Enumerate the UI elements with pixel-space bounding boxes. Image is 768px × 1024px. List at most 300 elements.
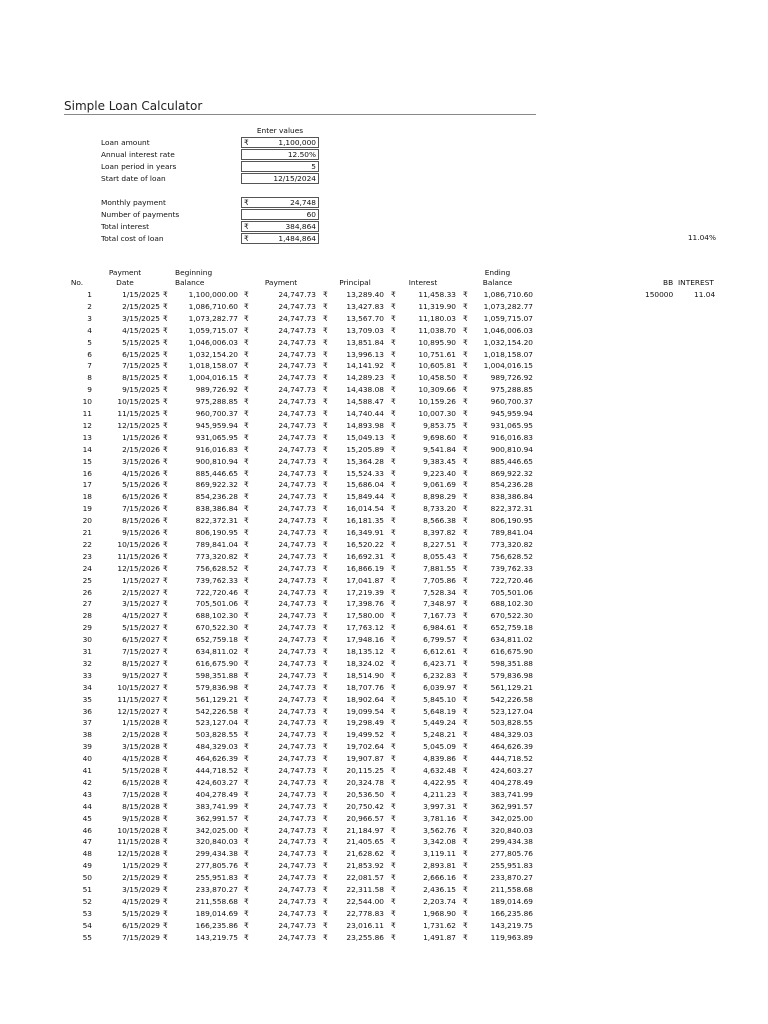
ending-balance: 1,004,016.15 bbox=[483, 361, 533, 371]
ending-balance: 1,086,710.60 bbox=[483, 290, 533, 299]
currency-symbol: ₹ bbox=[244, 361, 249, 371]
interest-amount: 6,423.71 bbox=[423, 658, 456, 668]
currency-symbol: ₹ bbox=[323, 623, 328, 633]
bb-value: 150000 bbox=[645, 290, 674, 299]
monthly-payment-box bbox=[241, 197, 319, 208]
payment-amount: 24,747.73 bbox=[278, 468, 316, 478]
table-row bbox=[0, 372, 768, 384]
ending-balance: 119,963.89 bbox=[490, 932, 533, 942]
row-number: 46 bbox=[82, 825, 92, 835]
currency-symbol: ₹ bbox=[244, 492, 249, 502]
ending-balance: 299,434.38 bbox=[490, 837, 533, 847]
principal-amount: 14,438.08 bbox=[346, 385, 384, 395]
currency-symbol: ₹ bbox=[463, 313, 468, 323]
row-number: 13 bbox=[82, 432, 92, 442]
principal-amount: 19,499.52 bbox=[346, 730, 384, 740]
currency-symbol: ₹ bbox=[163, 611, 168, 621]
principal-amount: 20,966.57 bbox=[346, 813, 384, 823]
principal-amount: 17,948.16 bbox=[346, 635, 384, 645]
principal-amount: 16,520.22 bbox=[346, 539, 384, 549]
ending-balance: 383,741.99 bbox=[490, 789, 533, 799]
currency-symbol: ₹ bbox=[323, 432, 328, 442]
interest-amount: 6,799.57 bbox=[423, 635, 456, 645]
payment-amount: 24,747.73 bbox=[278, 528, 316, 537]
interest-amount: 1,968.90 bbox=[423, 908, 456, 918]
total-cost-value: 1,484,864 bbox=[278, 234, 316, 243]
currency-symbol: ₹ bbox=[244, 234, 249, 243]
beginning-balance: 277,805.76 bbox=[195, 861, 238, 871]
beginning-balance: 885,446.65 bbox=[195, 468, 238, 478]
currency-symbol: ₹ bbox=[163, 587, 168, 597]
interest-rate-label: Annual interest rate bbox=[101, 150, 175, 159]
currency-symbol: ₹ bbox=[163, 849, 168, 859]
currency-symbol: ₹ bbox=[244, 563, 249, 573]
currency-symbol: ₹ bbox=[163, 373, 168, 383]
currency-symbol: ₹ bbox=[391, 932, 396, 942]
currency-symbol: ₹ bbox=[323, 837, 328, 847]
row-number: 53 bbox=[82, 908, 92, 918]
row-number: 44 bbox=[82, 801, 92, 811]
ending-balance: 869,922.32 bbox=[490, 468, 533, 478]
payment-amount: 24,747.73 bbox=[278, 397, 316, 407]
currency-symbol: ₹ bbox=[323, 563, 328, 573]
payment-amount: 24,747.73 bbox=[278, 313, 316, 323]
currency-symbol: ₹ bbox=[391, 444, 396, 454]
beginning-balance: 670,522.30 bbox=[195, 623, 238, 633]
currency-symbol: ₹ bbox=[244, 896, 249, 906]
interest-rate-value: 12.50% bbox=[287, 150, 316, 159]
principal-amount: 15,364.28 bbox=[346, 456, 384, 466]
table-row bbox=[0, 420, 768, 432]
currency-symbol: ₹ bbox=[163, 397, 168, 407]
currency-symbol: ₹ bbox=[163, 932, 168, 942]
payment-amount: 24,747.73 bbox=[278, 920, 316, 930]
currency-symbol: ₹ bbox=[163, 920, 168, 930]
currency-symbol: ₹ bbox=[323, 385, 328, 395]
currency-symbol: ₹ bbox=[244, 373, 249, 383]
currency-symbol: ₹ bbox=[244, 504, 249, 514]
beginning-balance: 523,127.04 bbox=[195, 718, 238, 728]
loan-period-label: Loan period in years bbox=[101, 162, 177, 171]
currency-symbol: ₹ bbox=[463, 813, 468, 823]
ending-balance: 688,102.30 bbox=[490, 599, 533, 609]
row-number: 28 bbox=[82, 611, 92, 621]
ending-balance: 756,628.52 bbox=[490, 551, 533, 561]
table-row bbox=[0, 325, 768, 337]
currency-symbol: ₹ bbox=[391, 361, 396, 371]
currency-symbol: ₹ bbox=[244, 551, 249, 561]
beginning-balance: 1,086,710.60 bbox=[188, 301, 238, 311]
currency-symbol: ₹ bbox=[244, 420, 249, 430]
beginning-balance: 989,726.92 bbox=[195, 385, 238, 395]
row-number: 9 bbox=[87, 385, 92, 395]
table-row bbox=[0, 646, 768, 658]
header-beginning-balance: Beginning Balance bbox=[175, 268, 213, 287]
table-row bbox=[0, 765, 768, 777]
page-title: Simple Loan Calculator bbox=[64, 99, 203, 113]
payment-date: 11/15/2027 bbox=[117, 694, 160, 704]
currency-symbol: ₹ bbox=[244, 456, 249, 466]
currency-symbol: ₹ bbox=[163, 504, 168, 514]
currency-symbol: ₹ bbox=[244, 873, 249, 883]
payment-date: 9/15/2025 bbox=[122, 385, 160, 395]
currency-symbol: ₹ bbox=[391, 468, 396, 478]
row-number: 24 bbox=[82, 563, 92, 573]
payment-date: 2/15/2025 bbox=[122, 301, 160, 311]
currency-symbol: ₹ bbox=[163, 516, 168, 526]
payment-date: 3/15/2027 bbox=[122, 599, 160, 609]
currency-symbol: ₹ bbox=[163, 658, 168, 668]
ending-balance: 542,226.58 bbox=[490, 694, 533, 704]
currency-symbol: ₹ bbox=[163, 706, 168, 716]
currency-symbol: ₹ bbox=[323, 599, 328, 609]
currency-symbol: ₹ bbox=[163, 528, 168, 537]
table-row bbox=[0, 860, 768, 872]
currency-symbol: ₹ bbox=[323, 397, 328, 407]
currency-symbol: ₹ bbox=[391, 706, 396, 716]
currency-symbol: ₹ bbox=[244, 908, 249, 918]
payment-amount: 24,747.73 bbox=[278, 563, 316, 573]
ending-balance: 945,959.94 bbox=[490, 409, 533, 418]
currency-symbol: ₹ bbox=[244, 349, 249, 359]
principal-amount: 19,907.87 bbox=[346, 754, 384, 764]
ending-balance: 561,129.21 bbox=[490, 682, 533, 692]
currency-symbol: ₹ bbox=[163, 468, 168, 478]
payment-amount: 24,747.73 bbox=[278, 801, 316, 811]
table-row bbox=[0, 349, 768, 361]
currency-symbol: ₹ bbox=[323, 658, 328, 668]
principal-amount: 20,115.25 bbox=[346, 766, 384, 775]
beginning-balance: 945,959.94 bbox=[195, 420, 238, 430]
table-row bbox=[0, 539, 768, 551]
payment-date: 9/15/2028 bbox=[122, 813, 160, 823]
currency-symbol: ₹ bbox=[244, 611, 249, 621]
loan-amount-label: Loan amount bbox=[101, 138, 150, 147]
payment-amount: 24,747.73 bbox=[278, 551, 316, 561]
table-row bbox=[0, 408, 768, 420]
interest-amount: 2,436.15 bbox=[423, 885, 456, 894]
number-of-payments-box bbox=[241, 209, 319, 220]
currency-symbol: ₹ bbox=[463, 873, 468, 883]
beginning-balance: 166,235.86 bbox=[195, 920, 238, 930]
beginning-balance: 1,046,006.03 bbox=[188, 337, 238, 347]
currency-symbol: ₹ bbox=[163, 563, 168, 573]
currency-symbol: ₹ bbox=[244, 575, 249, 585]
interest-amount: 10,309.66 bbox=[418, 385, 456, 395]
interest-amount: 3,119.11 bbox=[423, 849, 456, 859]
interest-amount: 4,211.23 bbox=[423, 789, 456, 799]
header-interest: Interest bbox=[408, 278, 438, 287]
currency-symbol: ₹ bbox=[244, 409, 249, 418]
currency-symbol: ₹ bbox=[244, 301, 249, 311]
row-number: 2 bbox=[87, 301, 92, 311]
row-number: 36 bbox=[82, 706, 92, 716]
currency-symbol: ₹ bbox=[391, 718, 396, 728]
payment-amount: 24,747.73 bbox=[278, 432, 316, 442]
payment-amount: 24,747.73 bbox=[278, 575, 316, 585]
payment-amount: 24,747.73 bbox=[278, 623, 316, 633]
interest-rate-field[interactable] bbox=[241, 149, 319, 160]
currency-symbol: ₹ bbox=[463, 849, 468, 859]
payment-amount: 24,747.73 bbox=[278, 825, 316, 835]
beginning-balance: 1,032,154.20 bbox=[188, 349, 238, 359]
beginning-balance: 822,372.31 bbox=[195, 516, 238, 526]
currency-symbol: ₹ bbox=[163, 635, 168, 645]
principal-amount: 14,893.98 bbox=[346, 420, 384, 430]
beginning-balance: 900,810.94 bbox=[195, 456, 238, 466]
beginning-balance: 579,836.98 bbox=[195, 682, 238, 692]
interest-amount: 6,612.61 bbox=[423, 647, 456, 656]
beginning-balance: 705,501.06 bbox=[195, 599, 238, 609]
payment-date: 5/15/2029 bbox=[122, 908, 160, 918]
interest-amount: 9,541.84 bbox=[423, 444, 456, 454]
row-number: 51 bbox=[82, 885, 92, 894]
ending-balance: 277,805.76 bbox=[490, 849, 533, 859]
row-number: 45 bbox=[82, 813, 92, 823]
row-number: 39 bbox=[82, 742, 92, 752]
ending-balance: 579,836.98 bbox=[490, 670, 533, 680]
row-number: 38 bbox=[82, 730, 92, 740]
currency-symbol: ₹ bbox=[323, 694, 328, 704]
currency-symbol: ₹ bbox=[323, 325, 328, 335]
currency-symbol: ₹ bbox=[244, 920, 249, 930]
principal-amount: 22,544.00 bbox=[346, 896, 384, 906]
loan-period-value: 5 bbox=[311, 162, 316, 171]
ending-balance: 652,759.18 bbox=[490, 623, 533, 633]
payment-date: 12/15/2027 bbox=[117, 706, 160, 716]
currency-symbol: ₹ bbox=[463, 373, 468, 383]
beginning-balance: 1,100,000.00 bbox=[188, 290, 238, 299]
payment-date: 3/15/2025 bbox=[122, 313, 160, 323]
interest-value: 11.04 bbox=[694, 290, 716, 299]
beginning-balance: 255,951.83 bbox=[195, 873, 238, 883]
row-number: 17 bbox=[82, 480, 92, 490]
currency-symbol: ₹ bbox=[244, 138, 249, 147]
currency-symbol: ₹ bbox=[244, 480, 249, 490]
interest-amount: 10,458.50 bbox=[418, 373, 456, 383]
start-date-label: Start date of loan bbox=[101, 174, 166, 183]
table-row bbox=[0, 741, 768, 753]
payment-amount: 24,747.73 bbox=[278, 658, 316, 668]
table-row bbox=[0, 932, 768, 944]
currency-symbol: ₹ bbox=[163, 801, 168, 811]
beginning-balance: 960,700.37 bbox=[195, 409, 238, 418]
table-row bbox=[0, 670, 768, 682]
table-row bbox=[0, 456, 768, 468]
loan-amount-field[interactable] bbox=[241, 137, 319, 148]
currency-symbol: ₹ bbox=[323, 528, 328, 537]
payment-amount: 24,747.73 bbox=[278, 290, 316, 299]
table-row bbox=[0, 563, 768, 575]
currency-symbol: ₹ bbox=[244, 635, 249, 645]
principal-amount: 21,628.62 bbox=[346, 849, 384, 859]
currency-symbol: ₹ bbox=[463, 504, 468, 514]
row-number: 5 bbox=[87, 337, 92, 347]
currency-symbol: ₹ bbox=[463, 539, 468, 549]
payment-date: 6/15/2027 bbox=[122, 635, 160, 645]
table-row bbox=[0, 634, 768, 646]
currency-symbol: ₹ bbox=[323, 301, 328, 311]
monthly-payment-value: 24,748 bbox=[290, 198, 316, 207]
interest-amount: 8,055.43 bbox=[423, 551, 456, 561]
currency-symbol: ₹ bbox=[323, 849, 328, 859]
currency-symbol: ₹ bbox=[463, 885, 468, 894]
currency-symbol: ₹ bbox=[163, 742, 168, 752]
payment-date: 11/15/2025 bbox=[117, 409, 160, 418]
payment-amount: 24,747.73 bbox=[278, 444, 316, 454]
currency-symbol: ₹ bbox=[323, 754, 328, 764]
ending-balance: 739,762.33 bbox=[490, 563, 533, 573]
interest-amount: 7,167.73 bbox=[423, 611, 456, 621]
payment-date: 2/15/2027 bbox=[122, 587, 160, 597]
ending-balance: 616,675.90 bbox=[490, 647, 533, 656]
currency-symbol: ₹ bbox=[163, 385, 168, 395]
currency-symbol: ₹ bbox=[323, 777, 328, 787]
currency-symbol: ₹ bbox=[244, 290, 249, 299]
currency-symbol: ₹ bbox=[391, 647, 396, 656]
principal-amount: 14,740.44 bbox=[346, 409, 384, 418]
table-row bbox=[0, 289, 768, 301]
beginning-balance: 444,718.52 bbox=[195, 766, 238, 775]
currency-symbol: ₹ bbox=[463, 480, 468, 490]
payment-amount: 24,747.73 bbox=[278, 849, 316, 859]
currency-symbol: ₹ bbox=[463, 766, 468, 775]
payment-date: 4/15/2029 bbox=[122, 896, 160, 906]
interest-amount: 5,449.24 bbox=[423, 718, 456, 728]
currency-symbol: ₹ bbox=[463, 920, 468, 930]
principal-amount: 17,041.87 bbox=[346, 575, 384, 585]
currency-symbol: ₹ bbox=[391, 551, 396, 561]
row-number: 43 bbox=[82, 789, 92, 799]
currency-symbol: ₹ bbox=[463, 290, 468, 299]
interest-amount: 8,227.51 bbox=[423, 539, 456, 549]
interest-amount: 8,733.20 bbox=[423, 504, 456, 514]
principal-amount: 15,524.33 bbox=[346, 468, 384, 478]
currency-symbol: ₹ bbox=[244, 789, 249, 799]
payment-date: 7/15/2026 bbox=[122, 504, 160, 514]
ending-balance: 838,386.84 bbox=[490, 492, 533, 502]
currency-symbol: ₹ bbox=[463, 777, 468, 787]
payment-date: 9/15/2026 bbox=[122, 528, 160, 537]
ending-balance: 634,811.02 bbox=[490, 635, 533, 645]
interest-amount: 5,845.10 bbox=[423, 694, 456, 704]
currency-symbol: ₹ bbox=[463, 658, 468, 668]
interest-amount: 7,705.86 bbox=[423, 575, 456, 585]
currency-symbol: ₹ bbox=[463, 896, 468, 906]
currency-symbol: ₹ bbox=[323, 885, 328, 894]
beginning-balance: 634,811.02 bbox=[195, 647, 238, 656]
row-number: 21 bbox=[82, 528, 92, 537]
payment-date: 6/15/2025 bbox=[122, 349, 160, 359]
row-number: 7 bbox=[87, 361, 92, 371]
currency-symbol: ₹ bbox=[163, 599, 168, 609]
currency-symbol: ₹ bbox=[244, 397, 249, 407]
currency-symbol: ₹ bbox=[391, 908, 396, 918]
currency-symbol: ₹ bbox=[323, 444, 328, 454]
interest-amount: 4,839.86 bbox=[423, 754, 456, 764]
payment-date: 10/15/2028 bbox=[117, 825, 160, 835]
currency-symbol: ₹ bbox=[463, 397, 468, 407]
currency-symbol: ₹ bbox=[463, 551, 468, 561]
payment-amount: 24,747.73 bbox=[278, 539, 316, 549]
principal-amount: 13,567.70 bbox=[346, 313, 384, 323]
payment-date: 3/15/2029 bbox=[122, 885, 160, 894]
currency-symbol: ₹ bbox=[323, 420, 328, 430]
principal-amount: 18,707.76 bbox=[346, 682, 384, 692]
row-number: 34 bbox=[82, 682, 92, 692]
header-payment-date: Payment Date bbox=[108, 268, 142, 287]
currency-symbol: ₹ bbox=[244, 337, 249, 347]
currency-symbol: ₹ bbox=[163, 766, 168, 775]
ending-balance: 484,329.03 bbox=[490, 730, 533, 740]
payment-date: 4/15/2026 bbox=[122, 468, 160, 478]
currency-symbol: ₹ bbox=[391, 623, 396, 633]
currency-symbol: ₹ bbox=[323, 349, 328, 359]
currency-symbol: ₹ bbox=[323, 873, 328, 883]
payment-date: 10/15/2025 bbox=[117, 397, 160, 407]
payment-amount: 24,747.73 bbox=[278, 599, 316, 609]
currency-symbol: ₹ bbox=[391, 349, 396, 359]
currency-symbol: ₹ bbox=[391, 825, 396, 835]
currency-symbol: ₹ bbox=[391, 397, 396, 407]
start-date-field[interactable] bbox=[241, 173, 319, 184]
row-number: 41 bbox=[82, 766, 92, 775]
interest-amount: 1,491.87 bbox=[423, 932, 456, 942]
principal-amount: 15,849.44 bbox=[346, 492, 384, 502]
interest-amount: 9,853.75 bbox=[423, 420, 456, 430]
ending-balance: 233,870.27 bbox=[490, 873, 533, 883]
currency-symbol: ₹ bbox=[244, 670, 249, 680]
loan-period-field[interactable] bbox=[241, 161, 319, 172]
interest-amount: 9,223.40 bbox=[423, 468, 456, 478]
table-row bbox=[0, 908, 768, 920]
row-number: 11 bbox=[82, 409, 92, 418]
principal-amount: 20,750.42 bbox=[346, 801, 384, 811]
principal-amount: 18,902.64 bbox=[346, 694, 384, 704]
currency-symbol: ₹ bbox=[323, 539, 328, 549]
payment-date: 7/15/2025 bbox=[122, 361, 160, 371]
payment-date: 3/15/2026 bbox=[122, 456, 160, 466]
interest-amount: 8,566.38 bbox=[423, 516, 456, 526]
title-rule bbox=[64, 114, 536, 115]
ending-balance: 320,840.03 bbox=[490, 825, 533, 835]
table-row bbox=[0, 587, 768, 599]
table-row bbox=[0, 658, 768, 670]
currency-symbol: ₹ bbox=[244, 682, 249, 692]
interest-amount: 11,319.90 bbox=[418, 301, 456, 311]
beginning-balance: 739,762.33 bbox=[195, 575, 238, 585]
principal-amount: 14,141.92 bbox=[346, 361, 384, 371]
table-row bbox=[0, 706, 768, 718]
currency-symbol: ₹ bbox=[323, 361, 328, 371]
currency-symbol: ₹ bbox=[391, 766, 396, 775]
ending-balance: 854,236.28 bbox=[490, 480, 533, 490]
principal-amount: 23,016.11 bbox=[346, 920, 384, 930]
currency-symbol: ₹ bbox=[244, 539, 249, 549]
currency-symbol: ₹ bbox=[463, 516, 468, 526]
currency-symbol: ₹ bbox=[391, 385, 396, 395]
currency-symbol: ₹ bbox=[463, 587, 468, 597]
principal-amount: 18,324.02 bbox=[346, 658, 384, 668]
currency-symbol: ₹ bbox=[163, 885, 168, 894]
currency-symbol: ₹ bbox=[244, 313, 249, 323]
principal-amount: 16,181.35 bbox=[346, 516, 384, 526]
table-row bbox=[0, 694, 768, 706]
currency-symbol: ₹ bbox=[463, 730, 468, 740]
currency-symbol: ₹ bbox=[163, 551, 168, 561]
ending-balance: 255,951.83 bbox=[490, 861, 533, 871]
currency-symbol: ₹ bbox=[391, 611, 396, 621]
